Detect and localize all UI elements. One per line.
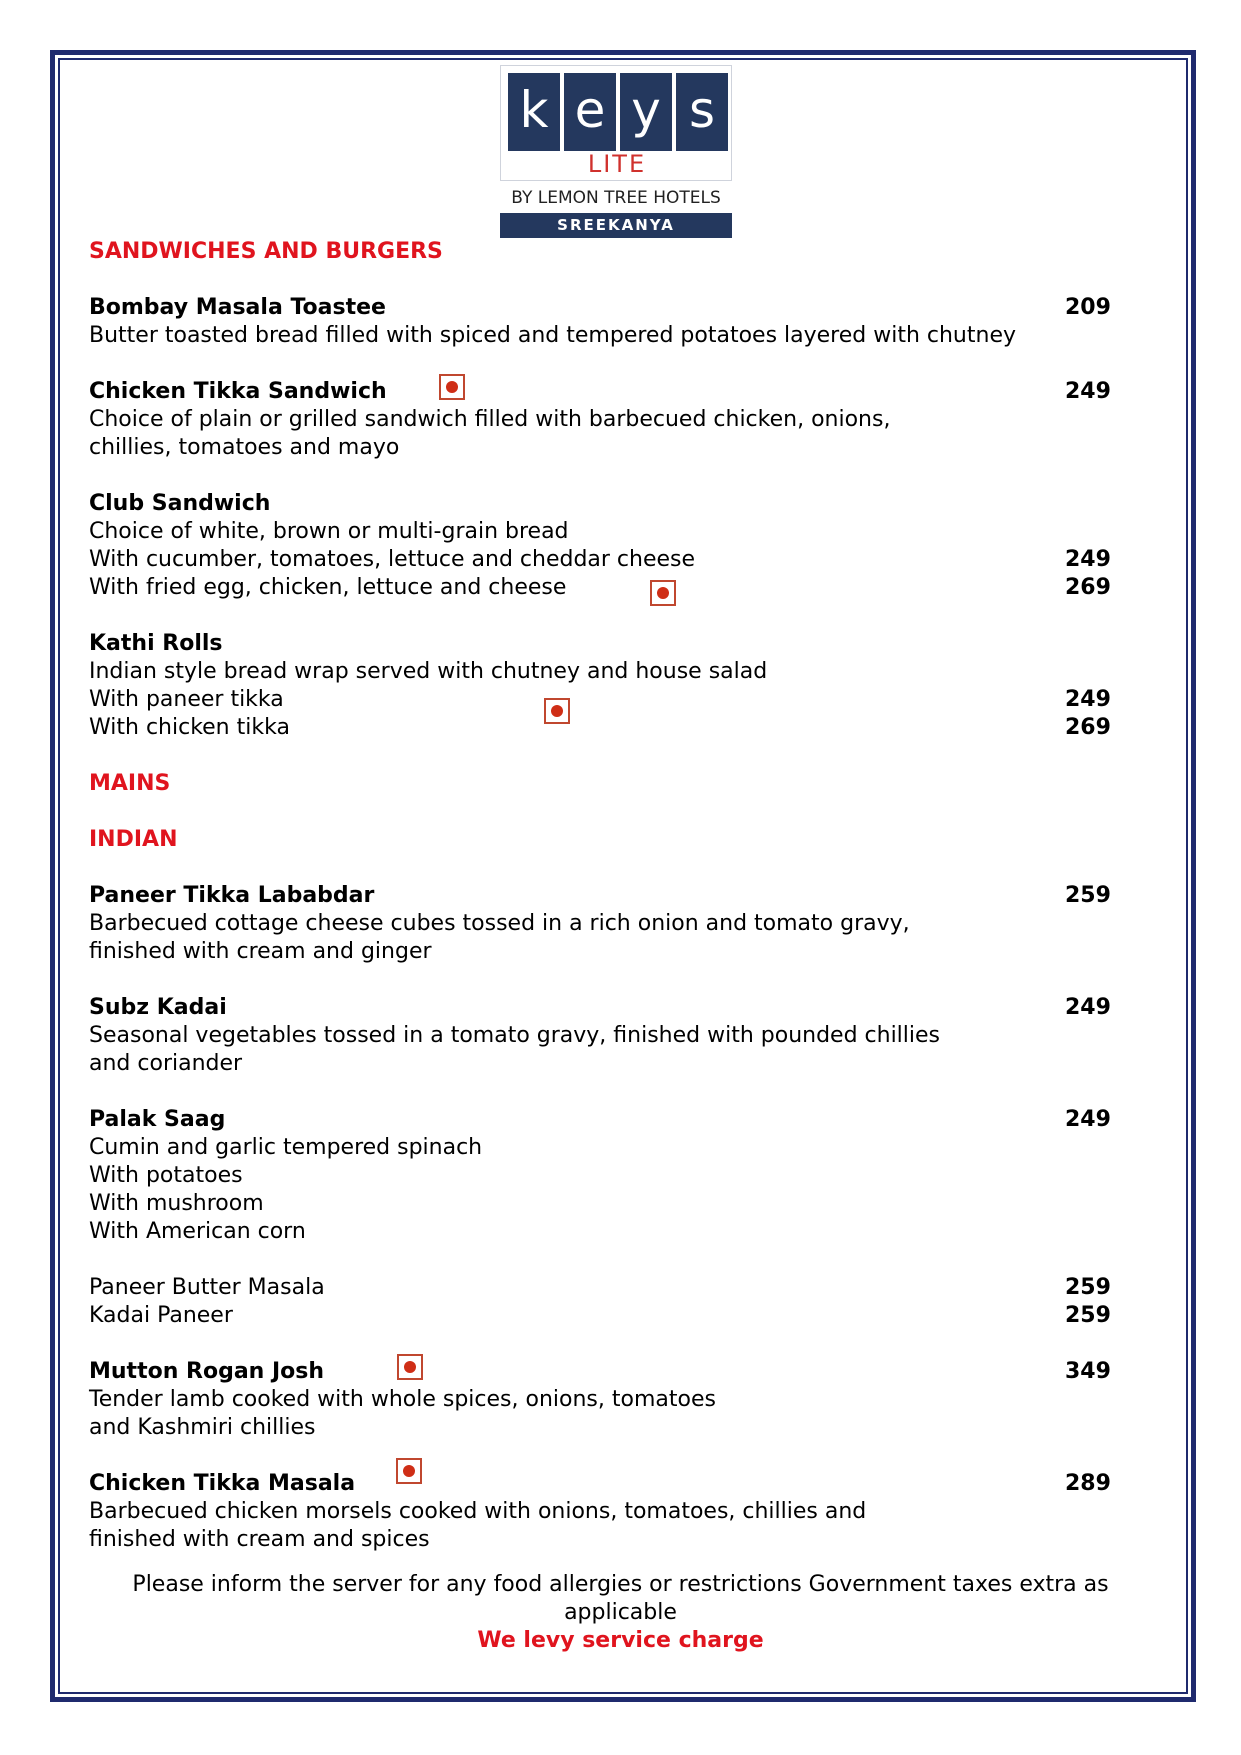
- item-name: Bombay Masala Toastee: [89, 295, 386, 320]
- item-name: Paneer Tikka Lababdar: [89, 883, 375, 908]
- option-label: With chicken tikka: [89, 715, 290, 740]
- footer-notice: [89, 1571, 1152, 1655]
- non-veg-icon: [544, 698, 570, 724]
- item-name: Mutton Rogan Josh: [89, 1359, 325, 1384]
- menu-item-chicken-tikka-sandwich: [89, 378, 1114, 406]
- option-label: With cucumber, tomatoes, lettuce and cheddar cheese: [89, 547, 696, 572]
- menu-content: [89, 238, 1114, 1554]
- item-option: With American corn: [89, 1219, 306, 1244]
- item-price: 209: [1065, 295, 1111, 320]
- item-description: finished with cream and spices: [89, 1527, 430, 1552]
- item-description: and Kashmiri chillies: [89, 1415, 316, 1440]
- option-label: With fried egg, chicken, lettuce and cheese: [89, 575, 567, 600]
- item-option: [89, 686, 1114, 714]
- non-veg-icon: [650, 580, 676, 606]
- menu-item-paneer-butter-masala: [89, 1274, 1114, 1302]
- logo-lite-text: LITE: [587, 150, 647, 178]
- menu-item-chicken-tikka-masala: [89, 1470, 1114, 1498]
- service-charge-notice: We levy service charge: [477, 1628, 764, 1653]
- item-name: Subz Kadai: [89, 995, 227, 1020]
- item-description: Cumin and garlic tempered spinach: [89, 1135, 483, 1160]
- item-name: Kathi Rolls: [89, 631, 223, 656]
- logo-location-band: SREEKANYA: [500, 213, 732, 238]
- item-price: 259: [1065, 1275, 1111, 1300]
- item-price: 249: [1065, 379, 1111, 404]
- item-description: Tender lamb cooked with whole spices, onions, tomatoes: [89, 1387, 716, 1412]
- menu-item-mutton-rogan-josh: [89, 1358, 1114, 1386]
- option-price: 249: [1065, 687, 1111, 712]
- item-price: 259: [1065, 1303, 1111, 1328]
- menu-item-paneer-tikka-lababdar: [89, 882, 1114, 910]
- item-description: finished with cream and ginger: [89, 939, 432, 964]
- hotel-logo: [500, 65, 732, 238]
- allergy-notice-line-1: Please inform the server for any food allergies or restrictions Government taxes extra as: [132, 1572, 1109, 1597]
- option-price: 249: [1065, 547, 1111, 572]
- item-description: Choice of plain or grilled sandwich filled with barbecued chicken, onions,: [89, 407, 891, 432]
- menu-item-kadai-paneer: [89, 1302, 1114, 1330]
- menu-item-kathi-rolls: [89, 630, 1114, 658]
- option-price: 269: [1065, 715, 1111, 740]
- menu-item-subz-kadai: [89, 994, 1114, 1022]
- logo-letters: [508, 73, 728, 151]
- item-price: 289: [1065, 1471, 1111, 1496]
- non-veg-icon: [397, 1354, 423, 1380]
- logo-letter-s: s: [676, 73, 728, 151]
- logo-mark: [500, 65, 732, 181]
- logo-letter-k: k: [508, 73, 560, 151]
- item-option: [89, 574, 1114, 602]
- item-name: Kadai Paneer: [89, 1303, 233, 1328]
- section-heading-indian: INDIAN: [89, 827, 178, 852]
- item-description: Choice of white, brown or multi-grain bread: [89, 519, 569, 544]
- menu-item-club-sandwich: [89, 490, 1114, 518]
- item-description: Barbecued cottage cheese cubes tossed in a rich onion and tomato gravy,: [89, 911, 910, 936]
- item-price: 249: [1065, 995, 1111, 1020]
- section-heading-sandwiches: SANDWICHES AND BURGERS: [89, 239, 443, 264]
- item-name: Paneer Butter Masala: [89, 1275, 325, 1300]
- allergy-notice-line-2: applicable: [564, 1600, 677, 1625]
- section-heading-mains: MAINS: [89, 771, 171, 796]
- item-description: and coriander: [89, 1051, 243, 1076]
- item-description: Indian style bread wrap served with chutney and house salad: [89, 659, 768, 684]
- item-option: [89, 714, 1114, 742]
- item-description: Seasonal vegetables tossed in a tomato gravy, finished with pounded chillies: [89, 1023, 941, 1048]
- item-description: Barbecued chicken morsels cooked with onions, tomatoes, chillies and: [89, 1499, 867, 1524]
- item-price: 249: [1065, 1107, 1111, 1132]
- item-option: With mushroom: [89, 1191, 264, 1216]
- item-price: 349: [1065, 1359, 1111, 1384]
- item-description: chillies, tomatoes and mayo: [89, 435, 400, 460]
- option-price: 269: [1065, 575, 1111, 600]
- item-price: 259: [1065, 883, 1111, 908]
- option-label: With paneer tikka: [89, 687, 284, 712]
- menu-item-palak-saag: [89, 1106, 1114, 1134]
- item-name: Chicken Tikka Sandwich: [89, 379, 387, 404]
- menu-item-bombay-masala-toastee: [89, 294, 1114, 322]
- logo-by-line: BY LEMON TREE HOTELS: [511, 188, 721, 208]
- item-name: Club Sandwich: [89, 491, 271, 516]
- item-option: [89, 546, 1114, 574]
- non-veg-icon: [439, 374, 465, 400]
- item-option: With potatoes: [89, 1163, 243, 1188]
- item-name: Palak Saag: [89, 1107, 226, 1132]
- logo-letter-e: e: [564, 73, 616, 151]
- item-name: Chicken Tikka Masala: [89, 1471, 356, 1496]
- item-description: Butter toasted bread filled with spiced and tempered potatoes layered with chutney: [89, 323, 1016, 348]
- non-veg-icon: [396, 1458, 422, 1484]
- logo-letter-y: y: [620, 73, 672, 151]
